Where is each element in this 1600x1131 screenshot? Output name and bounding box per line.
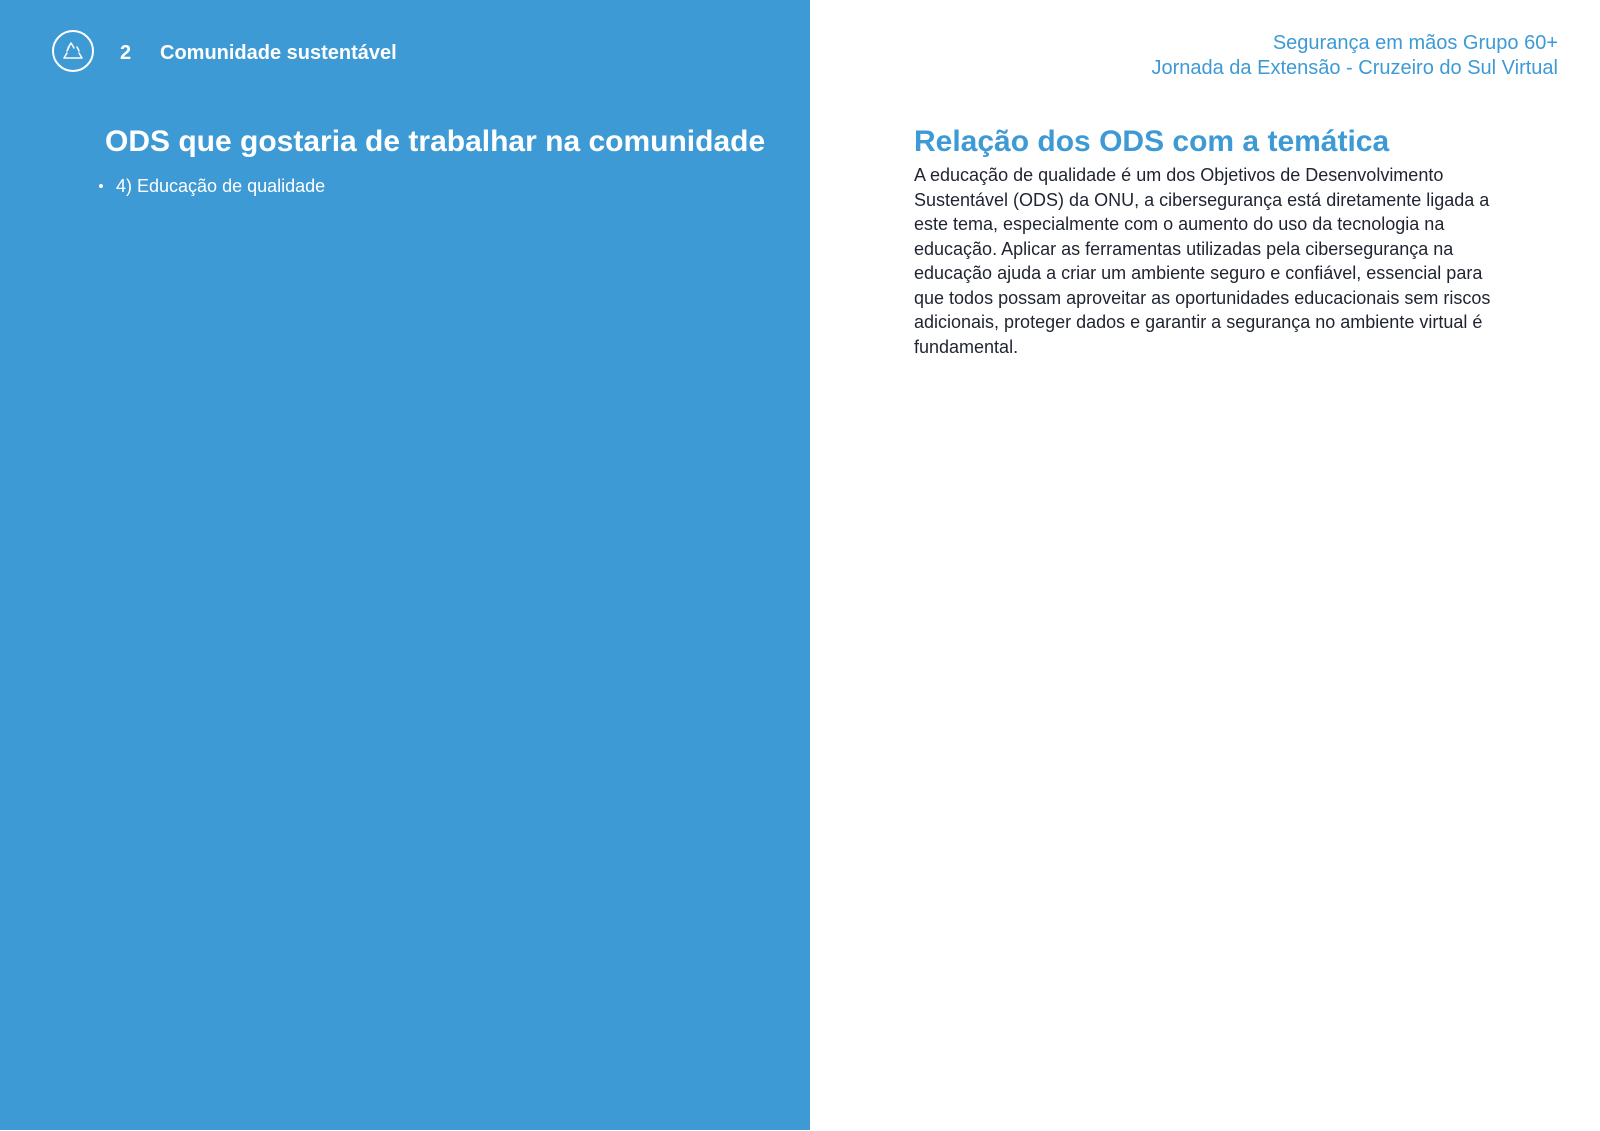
section-number: 2 bbox=[120, 42, 132, 64]
section-title: Comunidade sustentável bbox=[160, 42, 397, 64]
right-panel bbox=[810, 0, 1600, 1131]
ods-list-item: 4) Educação de qualidade bbox=[96, 174, 325, 198]
header-line-2: Jornada da Extensão - Cruzeiro do Sul Virtual bbox=[1151, 57, 1558, 79]
header-line-1: Segurança em mãos Grupo 60+ bbox=[1272, 32, 1558, 54]
right-heading: Relação dos ODS com a temática bbox=[914, 125, 1390, 158]
recycle-icon-graphic bbox=[63, 41, 83, 61]
recycle-icon bbox=[52, 30, 94, 72]
right-body-text: A educação de qualidade é um dos Objetivos de Desenvolvimento Sustentável (ODS) da ONU, a cibersegurança está diretamente ligada a este tema, especialmente com o aumento do uso da tecnologia na educação. Aplicar as ferramentas utilizadas pela cibersegurança na educação ajuda a criar um ambiente seguro e confiável, essencial para que todos possam aproveitar as oportunidades educacionais sem riscos adicionais, proteger dados e garantir a segurança no ambiente virtual é fundamental. bbox=[914, 165, 1491, 357]
document-header bbox=[998, 31, 1558, 81]
ods-list bbox=[96, 174, 325, 198]
left-heading: ODS que gostaria de trabalhar na comunidade bbox=[105, 125, 766, 158]
